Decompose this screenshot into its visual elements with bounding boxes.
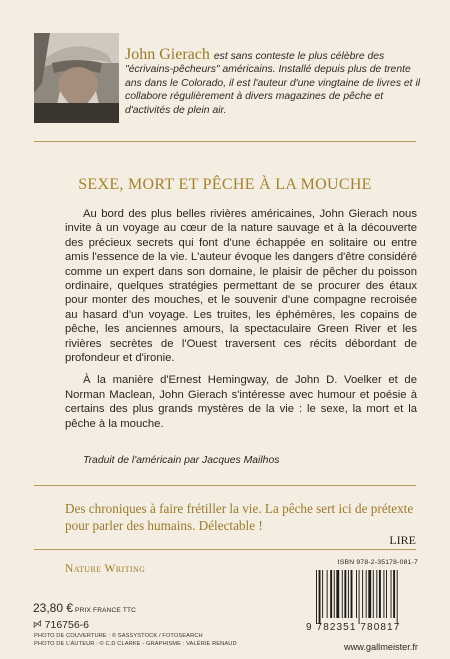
barcode-bar <box>386 570 387 618</box>
author-bio <box>125 48 425 117</box>
barcode-bar <box>334 570 335 618</box>
divider-top <box>34 141 416 142</box>
price-amount: 23,80 € <box>33 601 74 615</box>
synopsis-paragraph-2: À la manière d'Ernest Hemingway, de John D. Voelker et de Norman Maclean, John Gierach s'intéresse avec humour et poésie à certains des plus grands mystères de la vie : le sexe, la mort et la pêche à la mouche. <box>65 374 417 430</box>
barcode-bar <box>379 570 381 618</box>
book-title: SEXE, MORT ET PÊCHE À LA MOUCHE <box>78 176 372 193</box>
author-photo-image <box>34 33 119 123</box>
price-suffix: PRIX FRANCE TTC <box>75 607 137 614</box>
synopsis <box>65 207 417 439</box>
barcode-bar <box>319 570 321 624</box>
barcode-bar <box>373 570 374 618</box>
synopsis-paragraph-1: Au bord des plus belles rivières américaines, John Gierach nous invite à un voyage au cœur de la nature sauvage et à la découverte des précieux secrets qui font d'une échappée en solitaire ou entre amis l'essence de la vie. L'auteur évoque les dangers d'être considéré comme un expert dans son domaine, le plaisir de pêcher du poisson ordinaire, quelques stratégies permettant de se procurer des étaux pour monter des mouches, et le souvenir d'une compagne recroisée au hasard d'un voyage. Les truites, les éphémères, les copains de pêche, les anciennes amours, la spectaculaire Green River et les rivières secrètes de l'Ouest traversent ces récits débordant de profondeur et d'ironie. <box>65 208 417 365</box>
credit-line-2: PHOTO DE L'AUTEUR : © C.D CLARKE - GRAPHISME : VALÉRIE RENAUD <box>34 640 237 647</box>
distributor-logo-icon: ꗯ <box>33 618 42 631</box>
translator-credit: Traduit de l'américain par Jacques Mailhos <box>83 455 280 466</box>
barcode-bar <box>383 570 384 618</box>
barcode-bar <box>393 570 395 618</box>
collection-name: Nature Writing <box>65 563 146 575</box>
author-name: John Gierach <box>125 46 210 63</box>
ean-digits: 9 782351 780817 <box>306 622 401 633</box>
barcode-bar <box>342 570 343 618</box>
author-photo <box>34 33 119 123</box>
divider-middle <box>34 485 416 486</box>
barcode-bar <box>336 570 339 618</box>
barcode-bar <box>344 570 346 618</box>
barcode-icon <box>306 570 418 624</box>
price <box>33 601 136 615</box>
barcode-bar <box>368 570 371 618</box>
barcode-bar <box>316 570 317 624</box>
barcode-bar <box>391 570 392 618</box>
product-code-value: 716756-6 <box>44 619 90 631</box>
press-quote-source: LIRE <box>389 533 416 547</box>
barcode-bar <box>356 570 357 618</box>
barcode-bar <box>330 570 332 618</box>
isbn: ISBN 978-2-35178-081-7 <box>337 559 418 566</box>
barcode-bar <box>366 570 367 618</box>
press-quote: Des chroniques à faire frétiller la vie. La pêche sert ici de prétexte pour parler des humains. Délectable ! <box>65 501 414 533</box>
credit-line-1: PHOTO DE COUVERTURE : © SASSYSTOCK / FOTOSEARCH <box>34 633 203 639</box>
barcode-bar <box>351 570 353 618</box>
barcode-bar <box>348 570 349 618</box>
barcode-bar <box>397 570 398 624</box>
barcode-area <box>306 559 418 637</box>
barcode-bar <box>362 570 363 618</box>
barcode-bar <box>376 570 377 618</box>
author-bio-text: est sans conteste le plus célèbre des "écrivains-pêcheurs" américains. Installé depuis plus de trente ans dans le Colorado, il est l'auteur d'une vingtaine de livres et il collabore régulièrement à divers magazines de pêche et d'activités de plein air. <box>125 51 421 116</box>
product-code <box>33 619 136 631</box>
barcode-bar <box>327 570 328 618</box>
barcode-bar <box>322 570 323 618</box>
barcode-bar <box>359 570 360 624</box>
photo-credits <box>34 633 237 648</box>
price-block <box>33 601 136 631</box>
divider-bottom <box>34 549 416 550</box>
publisher-website: www.gallmeister.fr <box>343 642 418 652</box>
